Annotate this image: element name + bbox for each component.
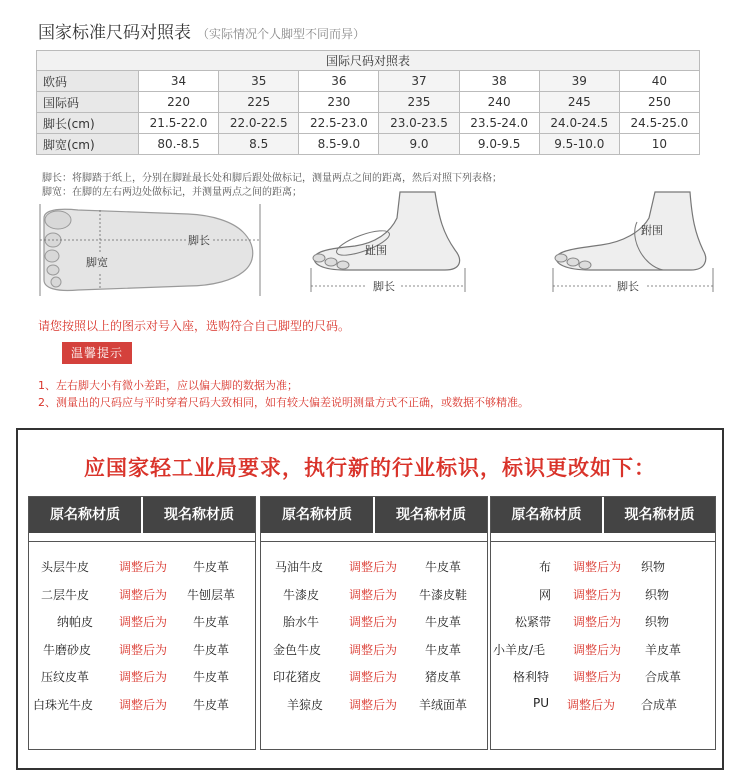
foot-outline-icon (44, 209, 253, 290)
size-cell: 9.0 (379, 134, 459, 155)
size-cell: 80.-8.5 (139, 134, 219, 155)
material-row (261, 580, 487, 608)
tips-badge: 温馨提示 (62, 342, 132, 364)
new-material: 羊绒面革 (419, 697, 468, 712)
header-old-name: 原名称材质 (282, 507, 352, 523)
adjust-label: 调整后为 (119, 697, 168, 712)
material-row (491, 607, 715, 635)
foot-top-view-diagram (38, 200, 278, 300)
material-row (261, 635, 487, 663)
size-cell: 220 (139, 92, 219, 113)
size-cell: 240 (459, 92, 539, 113)
size-chart-table (36, 50, 700, 155)
material-row (261, 552, 487, 580)
old-material: PU (533, 695, 550, 710)
size-cell: 245 (539, 92, 619, 113)
row-label: 国际码 (37, 92, 139, 113)
adjust-label: 调整后为 (573, 560, 622, 574)
adjust-label: 调整后为 (119, 642, 168, 657)
old-material: 小羊皮/毛 (493, 642, 546, 657)
old-material: 牛磨砂皮 (43, 642, 92, 657)
material-table-1 (28, 496, 256, 750)
new-material: 牛皮革 (425, 560, 462, 574)
old-material: 牛漆皮 (283, 587, 320, 602)
material-rename-panel (16, 428, 724, 770)
old-material: 布 (539, 560, 552, 574)
new-material: 牛皮革 (193, 560, 230, 574)
adjust-label: 调整后为 (573, 615, 622, 629)
old-material: 压纹皮革 (41, 670, 90, 684)
adjust-label: 调整后为 (349, 587, 398, 602)
size-cell: 24.0-24.5 (539, 113, 619, 134)
size-cell: 35 (219, 71, 299, 92)
material-row (261, 690, 487, 718)
size-cell: 22.5-23.0 (299, 113, 379, 134)
diagram-width-label: 脚宽 (86, 256, 108, 269)
size-cell: 22.0-22.5 (219, 113, 299, 134)
foot-side-view-instep-diagram (545, 188, 720, 298)
adjust-label: 调整后为 (573, 642, 622, 657)
new-material: 牛皮革 (193, 615, 230, 629)
adjust-label: 调整后为 (349, 560, 398, 574)
new-material: 牛皮革 (193, 697, 230, 712)
adjust-label: 调整后为 (349, 697, 398, 712)
new-material: 牛皮革 (193, 670, 230, 684)
divider (491, 541, 715, 542)
material-table-header (29, 497, 255, 533)
material-row (491, 662, 715, 690)
material-row (261, 662, 487, 690)
material-row (29, 552, 255, 580)
size-cell: 36 (299, 71, 379, 92)
diagram-length-label: 脚长 (617, 280, 639, 293)
header-new-name: 现名称材质 (141, 497, 255, 533)
new-material: 织物 (641, 560, 666, 574)
old-material: 松紧带 (515, 615, 552, 629)
material-table-2 (260, 496, 488, 750)
note-foot-length: 脚长：将脚踏于纸上，分别在脚趾最长处和脚后跟处做标记，测量两点之间的距离，然后对照下列表格； (42, 173, 502, 184)
new-material: 织物 (645, 587, 670, 602)
old-material: 格利特 (513, 670, 550, 684)
size-cell: 235 (379, 92, 459, 113)
title-text: 国家标准尺码对照表 (38, 23, 191, 43)
old-material: 印花猪皮 (273, 670, 322, 684)
old-material: 网 (539, 587, 552, 602)
new-material: 合成革 (641, 697, 678, 712)
size-cell: 250 (619, 92, 699, 113)
size-cell: 39 (539, 71, 619, 92)
adjust-label: 调整后为 (119, 615, 168, 629)
size-cell: 230 (299, 92, 379, 113)
old-material: 白珠光牛皮 (33, 697, 94, 712)
row-label: 欧码 (37, 71, 139, 92)
old-material: 二层牛皮 (41, 587, 90, 602)
size-cell: 23.0-23.5 (379, 113, 459, 134)
size-cell: 34 (139, 71, 219, 92)
size-cell: 21.5-22.0 (139, 113, 219, 134)
material-row (491, 635, 715, 663)
material-table-header (491, 497, 715, 533)
material-row (29, 607, 255, 635)
material-row (29, 580, 255, 608)
adjust-label: 调整后为 (349, 642, 398, 657)
material-table-3 (490, 496, 716, 750)
tip-item: 2、测量出的尺码应与平时穿着尺码大致相同，如有较大偏差说明测量方式不正确，或数据不够精准。 (38, 396, 529, 409)
old-material: 胎水牛 (283, 615, 320, 629)
new-material: 牛皮革 (193, 642, 230, 657)
adjust-label: 调整后为 (349, 615, 398, 629)
row-label: 脚宽(cm) (37, 134, 139, 155)
size-cell: 37 (379, 71, 459, 92)
old-material: 头层牛皮 (41, 560, 90, 574)
row-label: 脚长(cm) (37, 113, 139, 134)
header-new-name: 现名称材质 (373, 497, 487, 533)
foot-side-outline-icon (313, 192, 460, 270)
size-cell: 9.0-9.5 (459, 134, 539, 155)
size-table-caption-row (37, 51, 700, 71)
new-material: 猪皮革 (425, 670, 462, 684)
instruction-text: 请您按照以上的图示对号入座，选购符合自己脚型的尺码。 (38, 319, 351, 333)
new-material: 牛刨层革 (187, 587, 236, 602)
new-material: 牛漆皮鞋 (419, 587, 468, 602)
size-cell: 8.5-9.0 (299, 134, 379, 155)
new-material: 牛皮革 (425, 642, 462, 657)
size-row-width (37, 134, 700, 155)
diagram-length-label: 脚长 (188, 234, 210, 247)
header-new-name: 现名称材质 (602, 497, 715, 533)
material-row (491, 552, 715, 580)
new-material: 羊皮革 (645, 642, 682, 657)
old-material: 金色牛皮 (273, 642, 322, 657)
diagram-length-label: 脚长 (373, 280, 395, 293)
size-table-caption: 国际尺码对照表 (37, 51, 700, 71)
adjust-label: 调整后为 (573, 670, 622, 684)
size-row-eu (37, 71, 700, 92)
material-row (29, 690, 255, 718)
material-row (29, 662, 255, 690)
foot-side-view-toe-diagram (305, 188, 480, 298)
new-material: 牛皮革 (425, 615, 462, 629)
size-cell: 40 (619, 71, 699, 92)
diagram-toe-label: 趾围 (365, 244, 387, 257)
size-cell: 9.5-10.0 (539, 134, 619, 155)
size-cell: 23.5-24.0 (459, 113, 539, 134)
title-subtitle: （实际情况个人脚型不同而异） (197, 27, 366, 41)
note-foot-width: 脚宽：在脚的左右两边处做标记，并测量两点之间的距离； (42, 187, 302, 198)
foot-side-outline-icon (555, 192, 706, 270)
adjust-label: 调整后为 (119, 670, 168, 684)
old-material: 羊猄皮 (287, 697, 324, 712)
diagram-instep-label: 跗围 (641, 224, 663, 237)
size-cell: 8.5 (219, 134, 299, 155)
size-row-intl (37, 92, 700, 113)
size-cell: 24.5-25.0 (619, 113, 699, 134)
adjust-label: 调整后为 (573, 587, 622, 602)
material-row (491, 690, 715, 718)
old-material: 纳帕皮 (57, 615, 94, 629)
material-row (29, 635, 255, 663)
tip-item: 1、左右脚大小有微小差距，应以偏大脚的数据为准； (38, 379, 298, 392)
header-old-name: 原名称材质 (511, 507, 582, 523)
size-row-length (37, 113, 700, 134)
material-table-header (261, 497, 487, 533)
old-material: 马油牛皮 (275, 560, 324, 574)
new-material: 合成革 (645, 670, 682, 684)
adjust-label: 调整后为 (349, 670, 398, 684)
new-material: 织物 (645, 615, 670, 629)
size-cell: 10 (619, 134, 699, 155)
size-cell: 38 (459, 71, 539, 92)
adjust-label: 调整后为 (119, 560, 168, 574)
adjust-label: 调整后为 (567, 697, 616, 712)
header-old-name: 原名称材质 (50, 507, 120, 523)
material-row (491, 580, 715, 608)
divider (29, 541, 255, 542)
material-row (261, 607, 487, 635)
divider (261, 541, 487, 542)
adjust-label: 调整后为 (119, 587, 168, 602)
size-cell: 225 (219, 92, 299, 113)
page-title (38, 18, 365, 43)
panel-title: 应国家轻工业局要求，执行新的行业标识，标识更改如下： (84, 456, 656, 480)
